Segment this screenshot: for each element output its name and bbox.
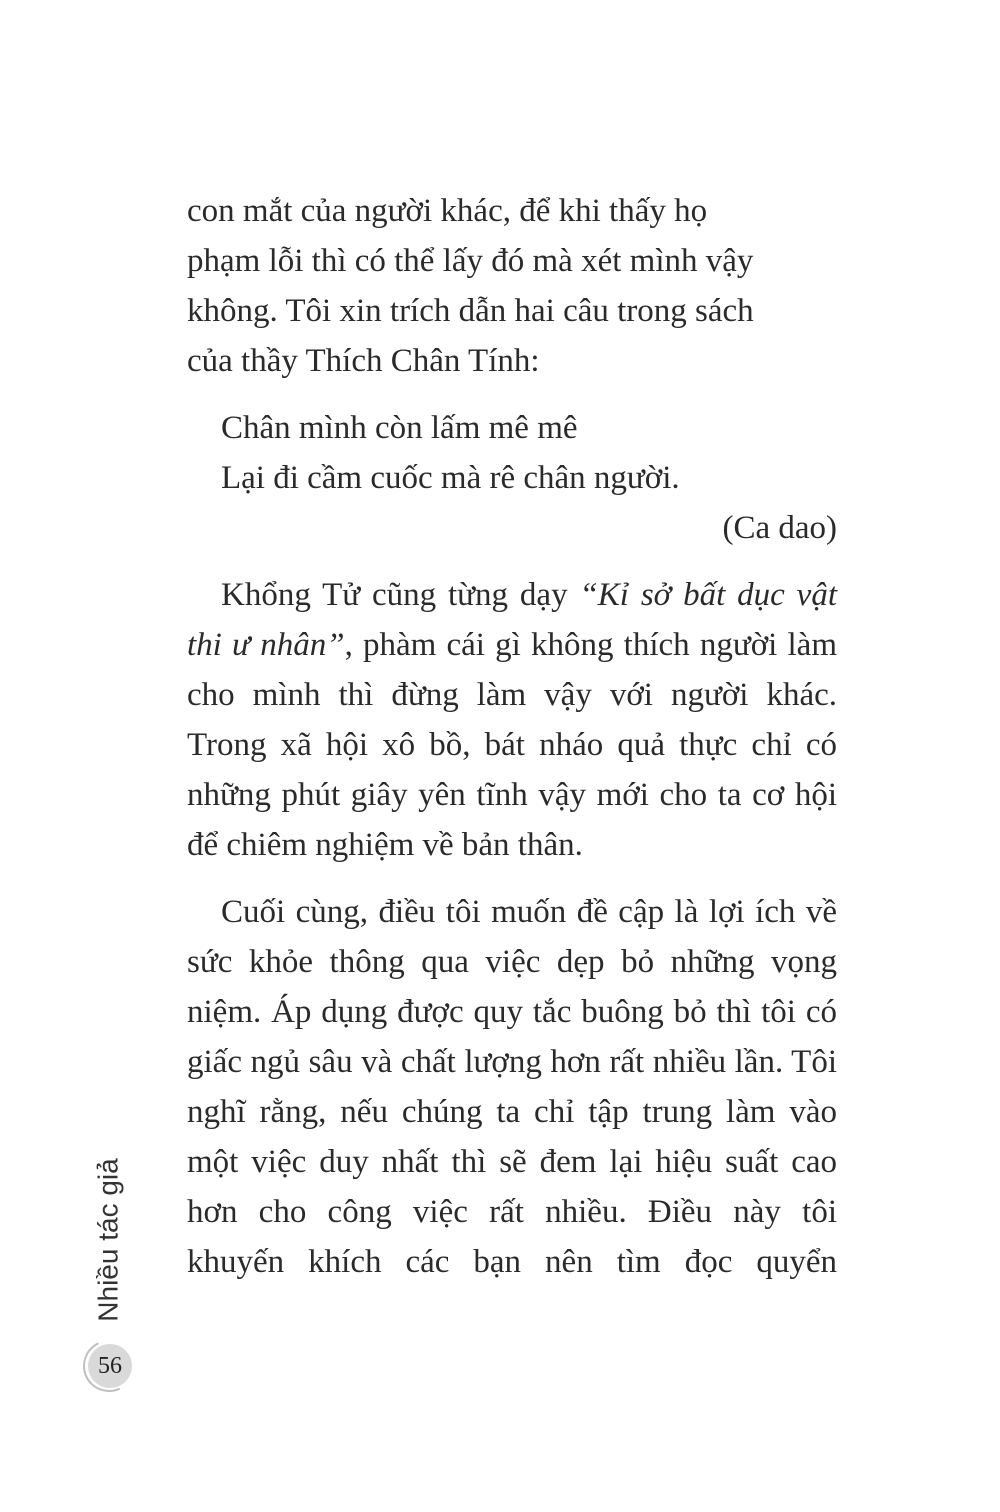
poem-line-1: Chân mình còn lấm mê mê (221, 410, 578, 446)
running-author (88, 1150, 130, 1330)
poem-line-2: Lại đi cầm cuốc mà rê chân người. (221, 460, 680, 496)
poem-quote (221, 403, 837, 503)
poem-attribution: (Ca dao) (722, 510, 837, 546)
paragraph-1 (187, 186, 837, 386)
para1-line-4: của thầy Thích Chân Tính: (187, 343, 540, 379)
para1-line-3: không. Tôi xin trích dẫn hai câu trong sách (187, 293, 754, 329)
para1-line-1: con mắt của người khác, để khi thấy họ (187, 193, 708, 229)
paragraph-2 (187, 570, 837, 870)
page-number: 56 (88, 1344, 132, 1388)
para2-rest: , phàm cái gì không thích người làm cho mình thì đừng làm vậy với người khác. Trong xã hội xô bồ, bát nháo quả thực chỉ có những phút giây yên tĩnh vậy mới cho ta cơ hội để chiêm nghiệm về bản thân. (187, 627, 837, 863)
paragraph-3: Cuối cùng, điều tôi muốn đề cập là lợi ích về sức khỏe thông qua việc dẹp bỏ những vọng niệm. Áp dụng được quy tắc buông bỏ thì tôi có giấc ngủ sâu và chất lượng hơn rất nhiều lần. Tôi nghĩ rằng, nếu chúng ta chỉ tập trung làm vào một việc duy nhất thì sẽ đem lại hiệu suất cao hơn cho công việc rất nhiều. Điều này tôi khuyến khích các bạn nên tìm đọc quyển (187, 894, 837, 1280)
para2-intro: Khổng Tử cũng từng dạy (221, 577, 580, 613)
body-text (187, 186, 837, 1287)
para1-line-2: phạm lỗi thì có thể lấy đó mà xét mình vậy (187, 243, 754, 279)
para2-quote: “Kỉ sở bất dục vật thi ư nhân” (187, 577, 837, 663)
author-name: Nhiều tác giả (93, 1158, 124, 1322)
